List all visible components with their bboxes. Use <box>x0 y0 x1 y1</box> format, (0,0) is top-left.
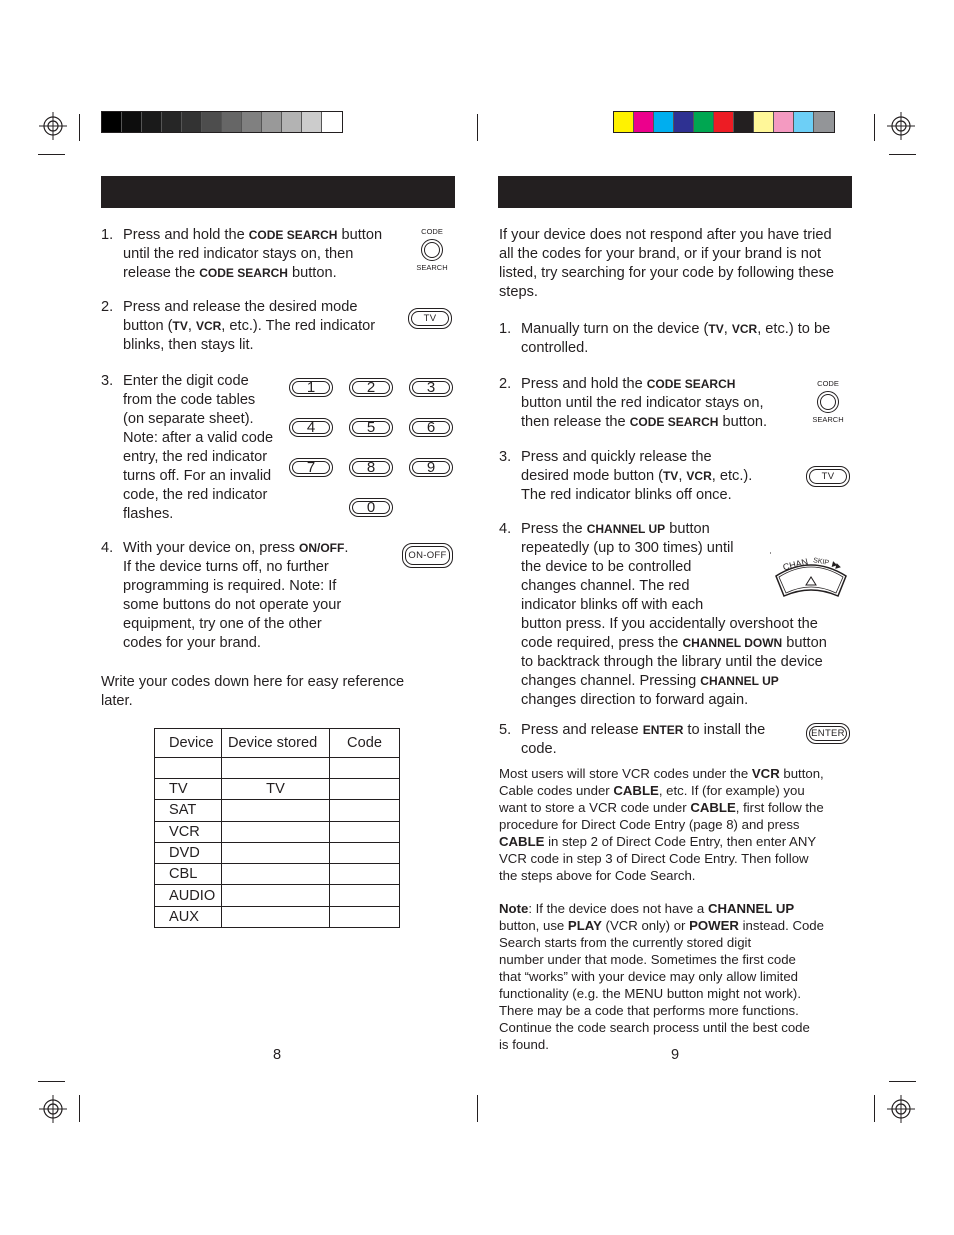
color-swatch <box>694 112 714 132</box>
color-swatch <box>814 112 834 132</box>
skip-label: SKIP <box>812 557 830 567</box>
text-line: some buttons do not operate your <box>123 597 342 613</box>
right-section-header-bar <box>498 176 852 208</box>
color-swatch <box>142 112 162 132</box>
digit-6-button[interactable]: 6 <box>409 418 453 437</box>
text-line: equipment, try one of the other <box>123 616 322 632</box>
text-line: flashes. <box>123 506 174 522</box>
device-cell: DVD <box>155 842 222 863</box>
code-cell[interactable] <box>330 821 400 842</box>
code-cell[interactable] <box>330 842 400 863</box>
grayscale-color-bar <box>101 111 343 133</box>
device-cell: AUX <box>155 906 222 927</box>
device-stored-cell[interactable] <box>222 885 330 906</box>
text-line: code, the red indicator <box>123 487 268 503</box>
color-swatch <box>202 112 222 132</box>
color-swatch <box>794 112 814 132</box>
color-swatch <box>674 112 694 132</box>
left-section-header-bar <box>101 176 455 208</box>
code-reference-table <box>154 728 400 928</box>
table-header-code: Code <box>330 729 400 758</box>
table-row <box>155 779 400 800</box>
code-cell[interactable] <box>330 885 400 906</box>
registration-mark-icon <box>886 111 916 141</box>
color-swatch <box>634 112 654 132</box>
code-cell[interactable] <box>330 906 400 927</box>
color-swatch <box>322 112 342 132</box>
digit-4-button[interactable]: 4 <box>289 418 333 437</box>
color-swatch <box>654 112 674 132</box>
text-line: all the codes for your brand, or if your brand is not <box>499 246 822 262</box>
registration-mark-icon <box>38 111 68 141</box>
step-3-direct-entry: 3. Enter the digit code from the code tables (on separate sheet). Note: after a valid code entry, the red indicator turns off. For an invalid code, the red indicator flashes. <box>101 373 274 522</box>
text-line: codes for your brand. <box>123 635 261 651</box>
digit-3-button[interactable]: 3 <box>409 378 453 397</box>
text-line: from the code tables <box>123 392 256 408</box>
text-line: entry, the red indicator <box>123 449 268 465</box>
device-cell: VCR <box>155 821 222 842</box>
color-swatch <box>282 112 302 132</box>
digit-7-button[interactable]: 7 <box>289 458 333 477</box>
page-number-left: 8 <box>273 1047 282 1063</box>
color-swatch <box>182 112 202 132</box>
code-search-intro <box>499 226 854 302</box>
step-2-code-search: 2. Press and hold the CODE SEARCH button until the red indicator stays on, then release the CODE SEARCH button. <box>499 376 768 430</box>
digit-8-button[interactable]: 8 <box>349 458 393 477</box>
text-line: If the device turns off, no further <box>123 559 329 575</box>
color-swatch <box>122 112 142 132</box>
cable-storage-paragraph: Most users will store VCR codes under the VCR button, Cable codes under CABLE, etc. If (for example) you want to store a VCR code under CABLE, first follow the procedure for Direct Code Entry (page 8) and press CABLE in step 2 of Direct Code Entry, then enter ANY VCR code in step 3 of Direct Code Entry. Then follow the steps above for Code Search. <box>499 766 824 883</box>
registration-mark-icon <box>38 1094 68 1124</box>
table-blank-row <box>155 758 400 779</box>
text-line: Enter the digit code <box>123 373 249 389</box>
text-line: (on separate sheet). <box>123 411 254 427</box>
channel-up-note: Note: If the device does not have a CHANNEL UP button, use PLAY (VCR only) or POWER instead. Code Search starts from the currently stored digit number under that mode. Sometimes the first code that “works” with your device may only allow limited functionality (e.g. the MENU button might not work). There may be a code that performs more functions. Continue the code search process until the best code is found. <box>499 901 824 1052</box>
step-1-code-search: 1. Manually turn on the device (TV, VCR, etc.) to be controlled. <box>499 321 831 356</box>
enter-button[interactable]: ENTER <box>806 723 850 744</box>
table-header-device-stored: Device stored <box>222 729 330 758</box>
text-line: Note: after a valid code <box>123 430 274 446</box>
step-4-code-search: 4. Press the CHANNEL UP button repeatedly (up to 300 times) until the device to be controlled changes channel. The red indicator blinks off with each button press. If you accidentally overshoot the code required, press the CHANNEL DOWN button to backtrack through the library until the device changes channel. Pressing CHANNEL UP changes direction to forward again. <box>499 521 827 708</box>
chan-label: CHAN <box>781 556 810 573</box>
color-swatch <box>262 112 282 132</box>
color-swatch <box>102 112 122 132</box>
code-search-button[interactable]: CODE SEARCH <box>416 227 448 272</box>
triangle-up-icon <box>806 577 816 585</box>
step-4-direct-entry: 4. With your device on, press ON/OFF. If the device turns off, no further programming is required. Note: If some buttons do not operate your equipment, try one of the other codes for your brand. <box>101 540 349 651</box>
table-header-row <box>155 729 400 758</box>
tv-mode-button[interactable]: TV <box>408 308 452 329</box>
code-search-ring-icon <box>421 239 443 261</box>
text-line: turns off. For an invalid <box>123 468 272 484</box>
tv-mode-button[interactable]: TV <box>806 466 850 487</box>
color-swatch <box>714 112 734 132</box>
write-codes-note: Write your codes down here for easy reference later. <box>101 674 405 709</box>
device-stored-cell[interactable] <box>222 800 330 821</box>
on-off-button[interactable]: ON-OFF <box>402 543 453 568</box>
table-row <box>155 906 400 927</box>
device-cell: SAT <box>155 800 222 821</box>
step-2-direct-entry: 2. Press and release the desired mode button (TV, VCR, etc.). The red indicator blinks, then stays lit. <box>101 299 376 353</box>
code-search-ring-icon <box>817 391 839 413</box>
color-swatch <box>302 112 322 132</box>
digit-5-button[interactable]: 5 <box>349 418 393 437</box>
registration-mark-icon <box>886 1094 916 1124</box>
color-swatch <box>242 112 262 132</box>
color-swatch <box>162 112 182 132</box>
table-row <box>155 800 400 821</box>
table-row <box>155 842 400 863</box>
color-swatch <box>614 112 634 132</box>
text-line: steps. <box>499 284 538 300</box>
step-1-direct-entry: 1. Press and hold the CODE SEARCH button until the red indicator stays on, then release the CODE SEARCH button. <box>101 227 383 281</box>
page-number-right: 9 <box>671 1047 680 1063</box>
table-header-device: Device <box>155 729 222 758</box>
color-swatch <box>734 112 754 132</box>
color-swatch <box>222 112 242 132</box>
color-swatch <box>754 112 774 132</box>
step-5-code-search: 5. Press and release ENTER to install the code. <box>499 722 766 757</box>
device-stored-cell[interactable] <box>222 821 330 842</box>
channel-up-button[interactable] <box>768 550 854 602</box>
process-color-bar <box>613 111 835 133</box>
digit-2-button[interactable]: 2 <box>349 378 393 397</box>
device-cell: TV <box>155 779 222 800</box>
digit-1-button[interactable]: 1 <box>289 378 333 397</box>
digit-9-button[interactable]: 9 <box>409 458 453 477</box>
code-cell[interactable] <box>330 800 400 821</box>
text-line: programming is required. Note: If <box>123 578 337 594</box>
device-stored-cell[interactable] <box>222 906 330 927</box>
table-row <box>155 821 400 842</box>
digit-0-button[interactable]: 0 <box>349 498 393 517</box>
table-row <box>155 885 400 906</box>
color-swatch <box>774 112 794 132</box>
device-stored-cell[interactable]: TV <box>222 779 330 800</box>
device-stored-cell[interactable] <box>222 864 330 885</box>
code-cell[interactable] <box>330 779 400 800</box>
device-stored-cell[interactable] <box>222 842 330 863</box>
code-cell[interactable] <box>330 864 400 885</box>
table-row <box>155 864 400 885</box>
step-3-code-search: 3. Press and quickly release the desired mode button (TV, VCR, etc.). The red indicator blinks off once. <box>499 449 753 503</box>
device-cell: AUDIO <box>155 885 222 906</box>
text-line: listed, try searching for your code by following these <box>499 265 835 281</box>
code-search-button[interactable]: CODE SEARCH <box>812 379 844 424</box>
text-line: If your device does not respond after you have tried <box>499 227 832 243</box>
device-cell: CBL <box>155 864 222 885</box>
